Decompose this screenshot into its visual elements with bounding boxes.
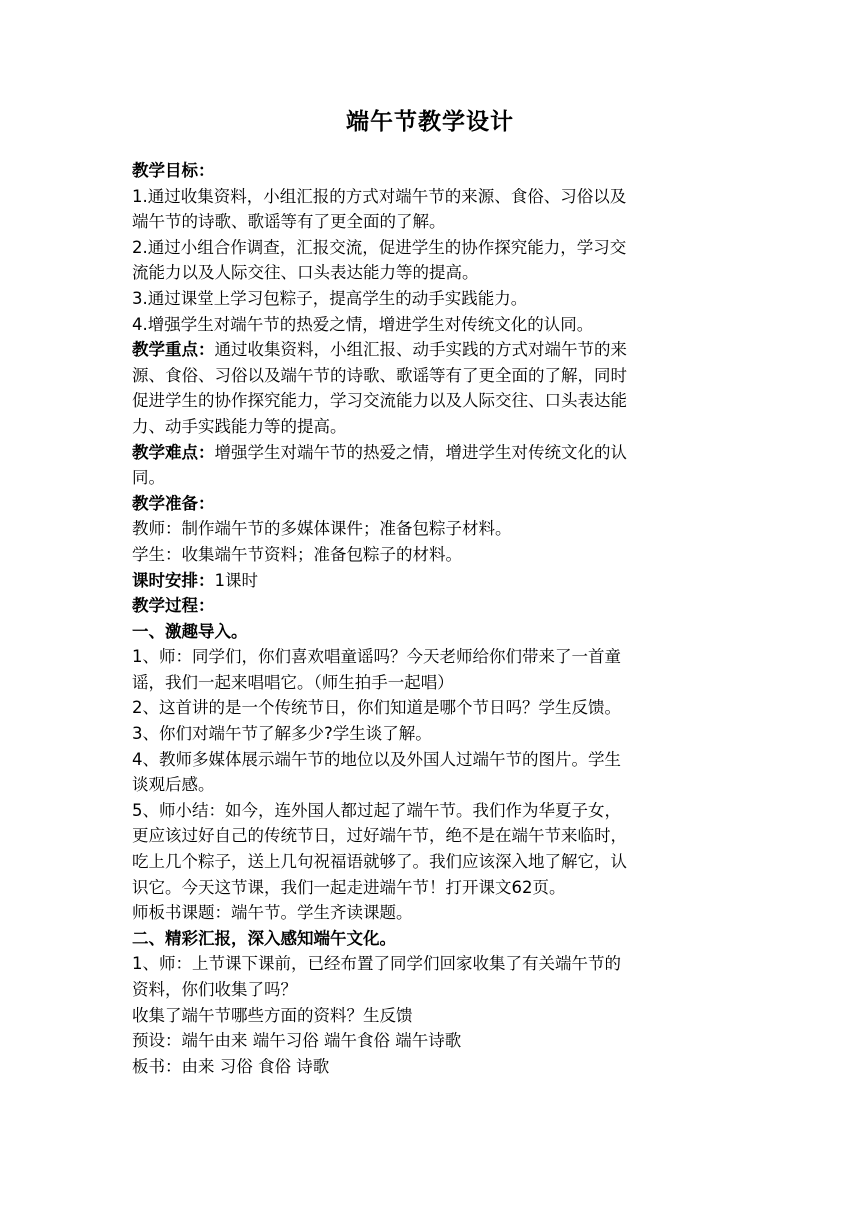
text-line [132,491,730,517]
text-line [132,849,730,875]
text-line [132,772,730,798]
text-line [132,875,730,901]
text-line [132,209,730,235]
bold-heading: 一、激趣导入。 [132,621,248,641]
text-line [132,312,730,338]
text-line [132,414,730,440]
text-line [132,440,730,466]
bold-heading: 教学难点： [132,442,215,462]
text-line [132,286,730,312]
bold-heading: 教学过程： [132,596,215,616]
text-line [132,260,730,286]
text-line [132,900,730,926]
line-text: 4、教师多媒体展示端午节的地位以及外国人过端午节的图片。学生 [132,749,621,769]
text-line [132,465,730,491]
line-text: 5、师小结：如今，连外国人都过起了端午节。我们作为华夏子女， [132,800,621,820]
line-text: 预设：端午由来 端午习俗 端午食俗 端午诗歌 [132,1031,462,1051]
line-text: 1课时 [214,570,258,590]
line-text: 3.通过课堂上学习包粽子，提高学生的动手实践能力。 [132,288,528,308]
text-line [132,516,730,542]
line-text: 2、这首讲的是一个传统节日，你们知道是哪个节日吗？学生反馈。 [132,698,621,718]
line-text: 4.增强学生对端午节的热爱之情，增进学生对传统文化的认同。 [132,314,594,334]
text-line [132,1028,730,1054]
bold-heading: 课时安排： [132,570,215,590]
text-line [132,568,730,594]
text-line [132,388,730,414]
line-text: 增强学生对端午节的热爱之情，增进学生对传统文化的认 [214,442,627,462]
text-line [132,363,730,389]
text-line [132,823,730,849]
line-text: 1、师：上节课下课前，已经布置了同学们回家收集了有关端午节的 [132,954,621,974]
line-text: 力、动手实践能力等的提高。 [132,416,347,436]
line-text: 1.通过收集资料，小组汇报的方式对端午节的来源、食俗、习俗以及 [132,186,627,206]
text-line [132,951,730,977]
line-text: 谈观后感。 [132,775,215,795]
line-text: 流能力以及人际交往、口头表达能力等的提高。 [132,263,479,283]
text-line [132,798,730,824]
line-text: 2.通过小组合作调查，汇报交流，促进学生的协作探究能力，学习交 [132,237,627,257]
text-line [132,184,730,210]
line-text: 促进学生的协作探究能力，学习交流能力以及人际交往、口头表达能 [132,391,627,411]
bold-heading: 教学准备： [132,493,215,513]
text-line [132,644,730,670]
text-line [132,235,730,261]
line-text: 资料，你们收集了吗？ [132,980,297,999]
document-body [132,158,730,1079]
line-text: 师板书课题：端午节。学生齐读课题。 [132,903,413,923]
line-text: 端午节的诗歌、歌谣等有了更全面的了解。 [132,212,446,232]
text-line [132,747,730,773]
line-text: 收集了端午节哪些方面的资料？生反馈 [132,1005,413,1025]
text-line [132,926,730,952]
line-text: 源、食俗、习俗以及端午节的诗歌、歌谣等有了更全面的了解，同时 [132,365,627,385]
document-title: 端午节教学设计 [346,109,514,135]
text-line [132,619,730,645]
text-line [132,695,730,721]
bold-heading: 教学重点： [132,340,215,360]
line-text: 3、你们对端午节了解多少?学生谈了解。 [132,724,432,744]
line-text: 学生：收集端午节资料；准备包粽子的材料。 [132,544,462,564]
text-line [132,542,730,568]
text-line [132,721,730,747]
bold-heading: 教学目标： [132,161,215,180]
text-line [132,593,730,619]
text-line [132,1003,730,1029]
text-line [132,670,730,696]
line-text: 谣，我们一起来唱唱它。（师生拍手一起唱） [132,672,454,692]
text-line [132,337,730,363]
text-line [132,158,730,184]
line-text: 同。 [132,468,165,488]
line-text: 识它。今天这节课，我们一起走进端午节！打开课文62页。 [132,877,566,897]
line-text: 更应该过好自己的传统节日，过好端午节，绝不是在端午节来临时， [132,826,627,846]
text-line [132,977,730,1003]
line-text: 板书：由来 习俗 食俗 诗歌 [132,1056,330,1076]
line-text: 教师：制作端午节的多媒体课件；准备包粽子材料。 [132,519,512,539]
line-text: 1、师：同学们，你们喜欢唱童谣吗？今天老师给你们带来了一首童 [132,647,621,667]
bold-heading: 二、精彩汇报，深入感知端午文化。 [132,928,396,948]
line-text: 吃上几个粽子，送上几句祝福语就够了。我们应该深入地了解它，认 [132,852,627,872]
line-text: 通过收集资料，小组汇报、动手实践的方式对端午节的来 [214,340,627,360]
text-line [132,1054,730,1080]
